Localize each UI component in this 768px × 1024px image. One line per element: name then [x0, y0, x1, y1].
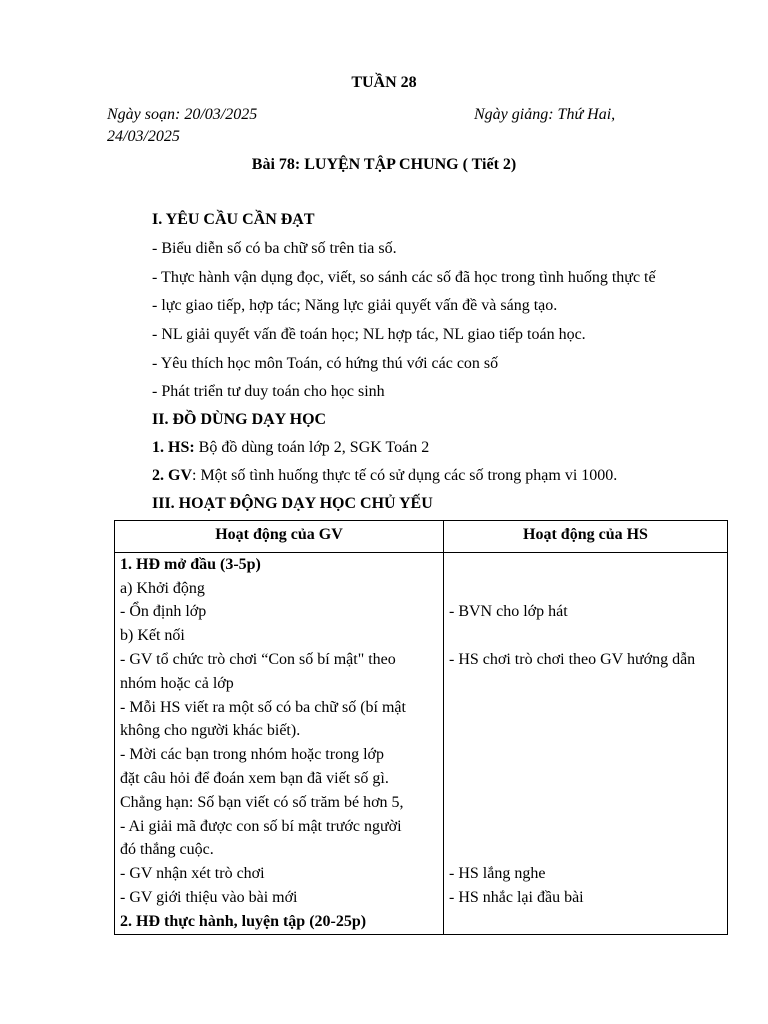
teach-date: Ngày giảng: Thứ Hai,: [474, 106, 616, 123]
hs-line: - HS lắng nghe: [449, 865, 546, 883]
section-objectives-title: I. YÊU CẦU CẦN ĐẠT: [152, 211, 315, 228]
objective-item: - Yêu thích học môn Toán, có hứng thú với các con số: [152, 355, 499, 372]
gv-line: - Mời các bạn trong nhóm hoặc trong lớp: [120, 746, 384, 764]
gv-line: 1. HĐ mở đầu (3-5p): [120, 555, 261, 573]
hs-line: [449, 719, 722, 743]
week-heading: TUẦN 28: [351, 74, 417, 91]
materials-hs-text: Bộ đồ dùng toán lớp 2, SGK Toán 2: [194, 439, 430, 456]
materials-hs-label: 1. HS:: [152, 439, 195, 456]
materials-gv-label: 2. GV: [152, 467, 192, 484]
gv-line: đặt câu hỏi để đoán xem bạn đã viết số gì.: [120, 769, 389, 787]
gv-line: - Ổn định lớp: [120, 603, 207, 621]
gv-line: nhóm hoặc cả lớp: [120, 674, 234, 692]
hs-line: [449, 791, 722, 815]
objective-item: - Biểu diễn số có ba chữ số trên tia số.: [152, 240, 397, 257]
objective-item: - Thực hành vận dụng đọc, viết, so sánh các số đã học trong tình huống thực tế: [152, 269, 656, 286]
section-activities-title: III. HOẠT ĐỘNG DẠY HỌC CHỦ YẾU: [152, 495, 433, 512]
gv-line: b) Kết nối: [120, 627, 185, 645]
objective-item: - lực giao tiếp, hợp tác; Năng lực giải quyết vấn đề và sáng tạo.: [152, 297, 558, 314]
gv-line: a) Khởi động: [120, 579, 205, 597]
hs-line: [449, 672, 722, 696]
section-materials-title: II. ĐỒ DÙNG DẠY HỌC: [152, 411, 327, 428]
hs-line: [449, 767, 722, 791]
gv-activities-cell: [115, 552, 444, 934]
gv-line: - GV giới thiệu vào bài mới: [120, 888, 298, 906]
hs-line: - BVN cho lớp hát: [449, 603, 568, 621]
materials-gv: [152, 467, 617, 485]
hs-line: [449, 553, 722, 577]
hs-line: - HS nhắc lại đầu bài: [449, 888, 584, 906]
objective-item: - NL giải quyết vấn đề toán học; NL hợp tác, NL giao tiếp toán học.: [152, 326, 586, 343]
gv-line: đó thắng cuộc.: [120, 841, 214, 859]
col-header-gv: Hoạt động của GV: [115, 521, 444, 553]
hs-line: [449, 577, 722, 601]
hs-line: - HS chơi trò chơi theo GV hướng dẫn: [449, 650, 696, 668]
gv-line: - GV nhận xét trò chơi: [120, 865, 265, 883]
objective-item: - Phát triển tư duy toán cho học sinh: [152, 383, 385, 400]
hs-line: [449, 838, 722, 862]
materials-gv-text: : Một số tình huống thực tế có sử dụng các số trong phạm vi 1000.: [192, 467, 618, 484]
table-row: [115, 552, 728, 934]
hs-activities-cell: [444, 552, 728, 934]
prep-date: Ngày soạn: 20/03/2025: [107, 106, 258, 123]
gv-line: Chẳng hạn: Số bạn viết có số trăm bé hơn 5,: [120, 793, 404, 811]
lesson-title: Bài 78: LUYỆN TẬP CHUNG ( Tiết 2): [251, 156, 517, 173]
activities-table: [114, 520, 728, 935]
gv-line: - Mỗi HS viết ra một số có ba chữ số (bí mật: [120, 698, 406, 716]
table-header-row: [115, 521, 728, 553]
hs-line: [449, 910, 722, 934]
gv-line: - Ai giải mã được con số bí mật trước người: [120, 817, 402, 835]
hs-line: [449, 743, 722, 767]
col-header-hs: Hoạt động của HS: [444, 521, 728, 553]
gv-line: 2. HĐ thực hành, luyện tập (20-25p): [120, 912, 367, 930]
hs-line: [449, 696, 722, 720]
hs-line: [449, 624, 722, 648]
gv-line: - GV tổ chức trò chơi “Con số bí mật" theo: [120, 650, 396, 668]
gv-line: không cho người khác biết).: [120, 722, 301, 740]
hs-line: [449, 815, 722, 839]
teach-date-cont: 24/03/2025: [107, 128, 180, 145]
materials-hs: [152, 439, 429, 457]
